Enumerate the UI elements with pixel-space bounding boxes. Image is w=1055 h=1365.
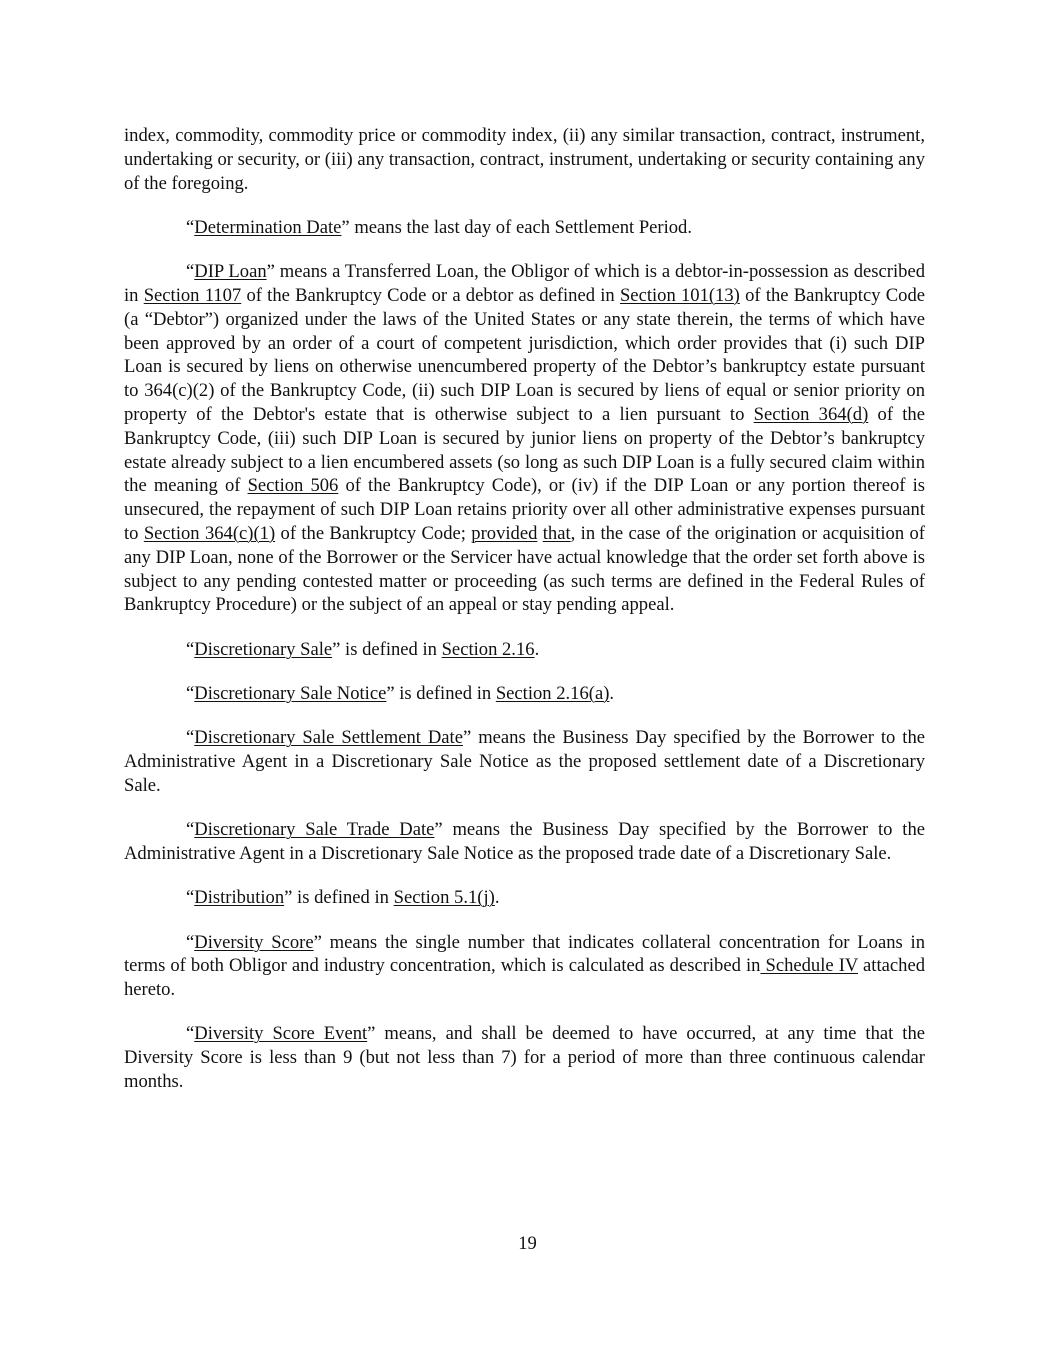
defined-term: Discretionary Sale <box>194 638 333 660</box>
definition-text: attached hereto. <box>124 955 925 1001</box>
section-reference: Section 2.16 <box>441 638 535 660</box>
definition-discretionary-sale <box>124 638 925 662</box>
definition-distribution <box>124 886 925 910</box>
defined-term: Diversity Score Event <box>194 1023 368 1045</box>
definition-text: of the Bankruptcy Code; <box>275 522 472 544</box>
definition-dip-loan <box>124 260 925 617</box>
definition-determination-date <box>124 216 925 240</box>
open-quote: “ <box>186 727 195 749</box>
definition-text: of the Bankruptcy Code, (iii) such DIP Loan is secured by junior liens on property of the Debtor’s bankruptcy estate already subject to a lien encumbered assets (so long as such DIP Loan is a fully secured claim within the meaning of <box>124 403 925 497</box>
section-reference: Section 2.16(a) <box>495 682 610 704</box>
definition-discretionary-sale-settlement-date <box>124 726 925 797</box>
open-quote: “ <box>186 682 195 704</box>
defined-term: Discretionary Sale Notice <box>194 682 387 704</box>
definition-text: of the Bankruptcy Code (a “Debtor”) organized under the laws of the United States or any state therein, the terms of which have been approved by an order of a court of competent jurisdiction, which order provides that (i) such DIP Loan is secured by liens on otherwise unencumbered property of the Debtor’s bankruptcy estate pursuant to 364(c)(2) of the Bankruptcy Code, (ii) such DIP Loan is secured by liens of equal or senior priority on property of the Debtor's estate that is otherwise subject to a lien pursuant to <box>124 284 926 425</box>
paragraph-continuation <box>124 124 925 195</box>
definition-text: ” means the last day of each Settlement Period. <box>341 216 693 238</box>
open-quote: “ <box>186 261 195 283</box>
defined-term: Discretionary Sale Trade Date <box>194 819 435 841</box>
definition-text: ” means the single number that indicates collateral concentration for Loans in terms of both Obligor and industry concentration, which is calculated as described in <box>124 931 926 977</box>
document-page <box>124 124 925 1114</box>
open-quote: “ <box>186 216 195 238</box>
section-reference: Section 364(d) <box>753 403 869 425</box>
open-quote: “ <box>186 931 195 953</box>
definition-discretionary-sale-trade-date <box>124 818 925 866</box>
defined-term: Discretionary Sale Settlement Date <box>194 727 463 749</box>
definition-text: ” means the Business Day specified by the Borrower to the Administrative Agent in a Discretionary Sale Notice as the proposed settlement date of a Discretionary Sale. <box>124 727 926 796</box>
definition-text: . <box>534 638 540 660</box>
section-reference: Section 506 <box>247 475 339 497</box>
definition-text: ” is defined in <box>284 887 394 909</box>
definition-diversity-score <box>124 931 925 1002</box>
defined-term: Distribution <box>194 887 285 909</box>
definition-text: ” means a Transferred Loan, the Obligor of which is a debtor-in-possession as described in <box>124 261 925 306</box>
defined-term: Determination Date <box>194 216 342 238</box>
defined-term: Diversity Score <box>194 931 314 953</box>
definition-text: ” means the Business Day specified by the Borrower to the Administrative Agent in a Discretionary Sale Notice as the proposed trade date of a Discretionary Sale. <box>124 819 925 864</box>
section-reference: Section 5.1(j) <box>393 887 495 909</box>
definition-text: ” means, and shall be deemed to have occurred, at any time that the Diversity Score is less than 9 (but not less than 7) for a period of more than three continuous calendar months. <box>124 1023 925 1092</box>
section-reference: Section 364(c)(1) <box>143 522 276 544</box>
definition-discretionary-sale-notice <box>124 682 925 706</box>
definition-text: ” is defined in <box>332 638 442 660</box>
section-reference: Section 101(13) <box>619 284 740 306</box>
definition-text: , in the case of the origination or acquisition of any DIP Loan, none of the Borrower or the Servicer have actual knowledge that the order set forth above is subject to any pending contested matter or proceeding (as such terms are defined in the Federal Rules of Bankruptcy Procedure) or the subject of an appeal or stay pending appeal. <box>124 522 925 616</box>
defined-term: DIP Loan <box>194 261 267 283</box>
paragraph-text: index, commodity, commodity price or commodity index, (ii) any similar transaction, contract, instrument, undertaking or security, or (iii) any transaction, contract, instrument, undertaking or security containing any of the foregoing. <box>124 125 925 194</box>
definition-diversity-score-event <box>124 1022 925 1093</box>
definition-text: of the Bankruptcy Code or a debtor as defined in <box>241 284 620 306</box>
definition-text: . <box>609 682 615 704</box>
open-quote: “ <box>186 638 195 660</box>
that-term: that <box>542 522 571 544</box>
definition-text: . <box>494 887 500 909</box>
section-reference: Section 1107 <box>143 284 242 306</box>
page-number: 19 <box>518 1233 537 1254</box>
open-quote: “ <box>186 887 195 909</box>
definition-text: of the Bankruptcy Code), or (iv) if the DIP Loan or any portion thereof is unsecured, the repayment of such DIP Loan retains priority over all other administrative expenses pursuant to <box>124 475 925 544</box>
schedule-reference: Schedule IV <box>760 955 858 977</box>
open-quote: “ <box>186 1023 195 1045</box>
open-quote: “ <box>186 819 195 841</box>
provided-term: provided <box>471 522 538 544</box>
definition-text: ” is defined in <box>386 682 496 704</box>
